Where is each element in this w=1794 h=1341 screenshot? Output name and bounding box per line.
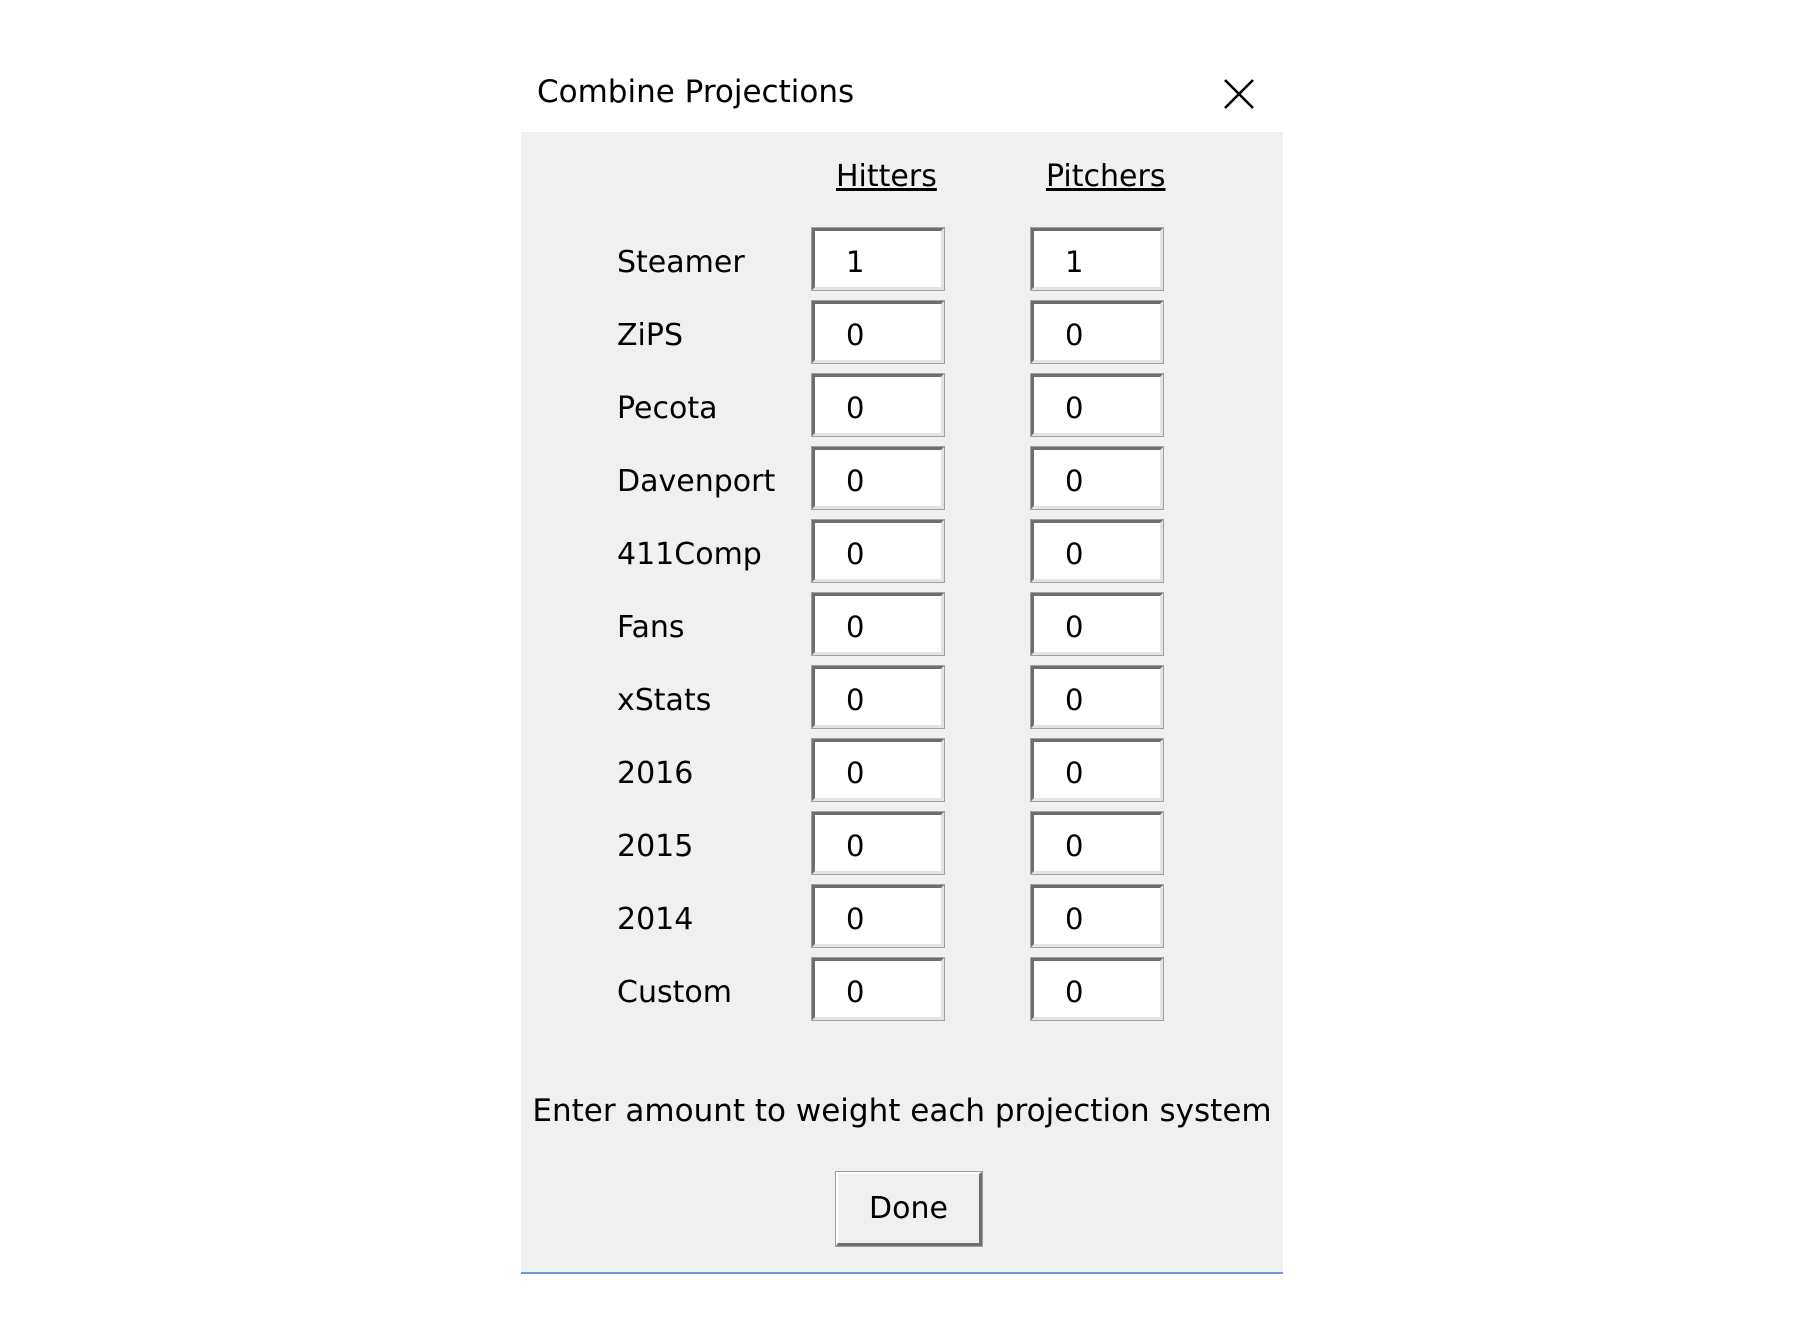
row-label: Steamer	[617, 245, 745, 280]
close-button[interactable]	[1213, 68, 1265, 120]
custom-pitchers-input[interactable]	[1031, 958, 1163, 1020]
2014-pitchers-input[interactable]	[1031, 885, 1163, 947]
xstats-pitchers-input[interactable]	[1031, 666, 1163, 728]
steamer-pitchers-input[interactable]	[1031, 228, 1163, 290]
2016-pitchers-input[interactable]	[1031, 739, 1163, 801]
row-label: Davenport	[617, 464, 776, 499]
411comp-hitters-input[interactable]	[812, 520, 944, 582]
fans-hitters-input[interactable]	[812, 593, 944, 655]
projection-row-xstats	[521, 666, 1283, 739]
row-label: ZiPS	[617, 318, 684, 353]
done-button[interactable]: Done	[836, 1172, 982, 1246]
projection-row-2014	[521, 885, 1283, 958]
projection-row-2016	[521, 739, 1283, 812]
custom-hitters-input[interactable]	[812, 958, 944, 1020]
davenport-hitters-input[interactable]	[812, 447, 944, 509]
2015-pitchers-input[interactable]	[1031, 812, 1163, 874]
projection-row-steamer	[521, 228, 1283, 301]
dialog-body	[521, 132, 1283, 1274]
row-label: Fans	[617, 610, 685, 645]
projection-row-411comp	[521, 520, 1283, 593]
2014-hitters-input[interactable]	[812, 885, 944, 947]
projection-row-2015	[521, 812, 1283, 885]
2016-hitters-input[interactable]	[812, 739, 944, 801]
2015-hitters-input[interactable]	[812, 812, 944, 874]
pecota-hitters-input[interactable]	[812, 374, 944, 436]
zips-hitters-input[interactable]	[812, 301, 944, 363]
projection-row-fans	[521, 593, 1283, 666]
row-label: 2015	[617, 829, 694, 864]
dialog-title: Combine Projections	[537, 74, 855, 110]
pitchers-column-header: Pitchers	[1046, 159, 1166, 194]
row-label: 2016	[617, 756, 694, 791]
title-bar	[521, 60, 1283, 130]
projection-row-davenport	[521, 447, 1283, 520]
411comp-pitchers-input[interactable]	[1031, 520, 1163, 582]
steamer-hitters-input[interactable]	[812, 228, 944, 290]
davenport-pitchers-input[interactable]	[1031, 447, 1163, 509]
fans-pitchers-input[interactable]	[1031, 593, 1163, 655]
instructions-text: Enter amount to weight each projection system	[532, 1093, 1272, 1129]
xstats-hitters-input[interactable]	[812, 666, 944, 728]
zips-pitchers-input[interactable]	[1031, 301, 1163, 363]
row-label: 411Comp	[617, 537, 762, 572]
pecota-pitchers-input[interactable]	[1031, 374, 1163, 436]
row-label: xStats	[617, 683, 712, 718]
row-label: Pecota	[617, 391, 718, 426]
projection-row-zips	[521, 301, 1283, 374]
hitters-column-header: Hitters	[836, 159, 937, 194]
row-label: 2014	[617, 902, 694, 937]
combine-projections-dialog	[521, 60, 1283, 1275]
row-label: Custom	[617, 975, 732, 1010]
projection-row-pecota	[521, 374, 1283, 447]
projection-row-custom	[521, 958, 1283, 1031]
close-icon	[1223, 78, 1255, 110]
